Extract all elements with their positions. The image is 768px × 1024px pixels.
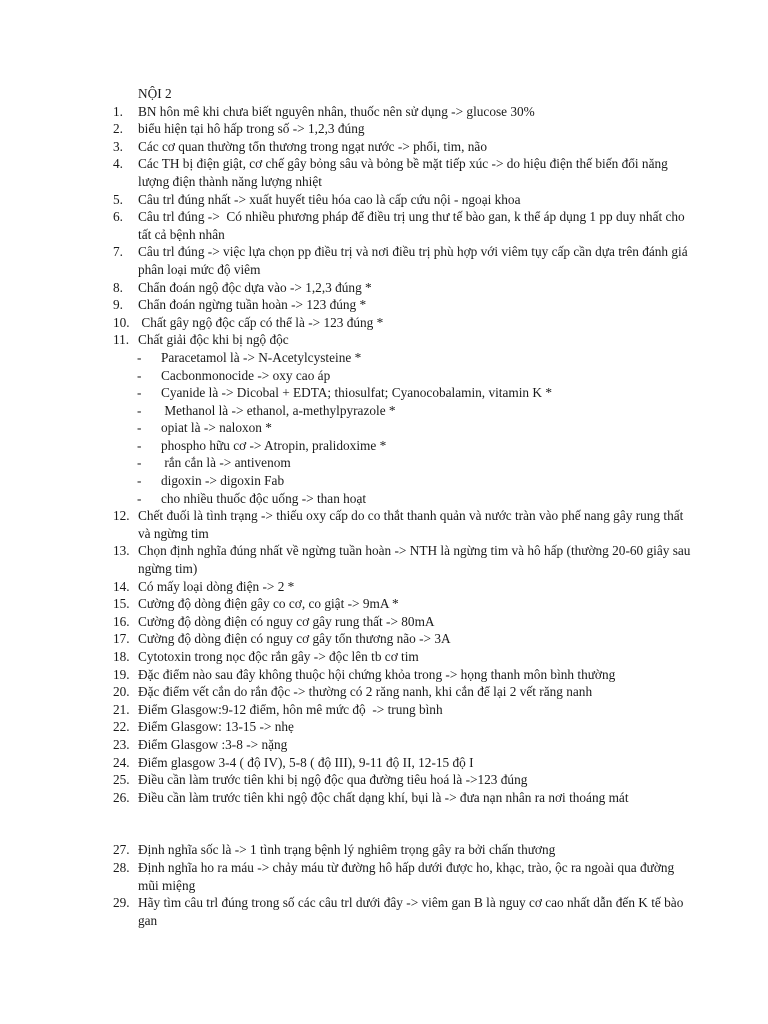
dash-bullet: - [137,490,142,506]
item-text: Chẩn đoán ngừng tuần hoàn -> 123 đúng * [138,297,367,313]
sub-list-item [113,402,693,420]
sub-item-text: Cacbonmonocide -> oxy cao áp [161,367,331,383]
sub-list-item [113,384,693,402]
item-number: 22. [113,719,130,735]
sub-item-text: Paracetamol là -> N-Acetylcysteine * [161,349,362,365]
dash-bullet: - [137,402,142,418]
item-number: 8. [113,279,123,295]
list-item [113,754,693,772]
item-text: Chất gây ngộ độc cấp có thể là -> 123 đúng * [138,314,384,330]
sub-item-text: digoxin -> digoxin Fab [161,473,285,489]
list-item [113,120,693,138]
item-text: Cường độ dòng điện gây co cơ, co giật -> 9mA * [138,596,399,612]
list-item [113,507,693,542]
list-item [113,613,693,631]
item-number: 9. [113,297,123,313]
sub-list-item [113,472,693,490]
item-number: 20. [113,684,130,700]
item-text: Có mấy loại dòng điện -> 2 * [138,578,295,594]
list-item [113,191,693,209]
sub-list-item [113,367,693,385]
item-text: biểu hiện tại hô hấp trong số -> 1,2,3 đúng [138,121,365,137]
item-number: 29. [113,895,130,911]
section-gap [113,806,693,841]
list-item [113,648,693,666]
sub-list-item [113,437,693,455]
item-text: Chẩn đoán ngộ độc dựa vào -> 1,2,3 đúng * [138,279,372,295]
list-item [113,841,693,859]
list-item [113,138,693,156]
list-item [113,789,693,807]
item-number: 12. [113,508,130,524]
dash-bullet: - [137,349,142,365]
sub-item-text: Methanol là -> ethanol, a-methylpyrazole * [161,402,396,418]
page-title: NỘI 2 [138,86,172,101]
list-item [113,894,693,929]
item-text: Điều cần làm trước tiên khi ngộ độc chất dạng khí, bụi là -> đưa nạn nhân ra nơi thoáng mát [138,789,629,805]
list-item [113,103,693,121]
question-list-part-1 [113,103,693,349]
item-text: Điểm glasgow 3-4 ( độ IV), 5-8 ( độ III), 9-11 độ II, 12-15 độ I [138,754,474,770]
item-text: Cytotoxin trong nọc độc rắn gây -> độc lên tb cơ tim [138,649,419,664]
antidote-sublist [113,349,693,507]
item-number: 26. [113,789,130,805]
item-number: 13. [113,543,130,559]
dash-bullet: - [137,455,142,471]
item-text: Định nghĩa ho ra máu -> chảy máu từ đường hô hấp dưới được ho, khạc, trào, ộc ra ngoài qua đường mũi miệng [138,859,678,893]
dash-bullet: - [137,420,142,436]
item-number: 21. [113,701,130,717]
item-text: Các cơ quan thường tổn thương trong ngạt nước -> phổi, tim, não [138,138,487,154]
item-text: BN hôn mê khi chưa biết nguyên nhân, thuốc nên sử dụng -> glucose 30% [138,103,535,119]
list-item [113,701,693,719]
item-text: Chết đuối là tình trạng -> thiếu oxy cấp do co thắt thanh quản và nước tràn vào phế nang gây rung thất và ngừng tim [138,508,687,541]
list-item [113,630,693,648]
item-text: Cường độ dòng điện có nguy cơ gây tổn thương não -> 3A [138,631,451,647]
list-item [113,683,693,701]
item-number: 3. [113,138,123,154]
dash-bullet: - [137,473,142,489]
item-number: 2. [113,121,123,137]
list-item [113,595,693,613]
item-number: 17. [113,631,130,647]
item-number: 16. [113,613,130,629]
item-text: Điều cần làm trước tiên khi bị ngộ độc qua đường tiêu hoá là ->123 đúng [138,772,528,788]
dash-bullet: - [137,385,142,401]
item-number: 28. [113,859,130,875]
list-item [113,279,693,297]
item-number: 24. [113,754,130,770]
sub-item-text: Cyanide là -> Dicobal + EDTA; thiosulfat; Cyanocobalamin, vitamin K * [161,385,552,401]
item-text: Đặc điểm nào sau đây không thuộc hội chứng khỏa trong -> họng thanh môn bình thường [138,666,616,682]
item-number: 18. [113,649,130,664]
item-number: 5. [113,191,123,207]
sub-list-item [113,490,693,508]
item-text: Chất giải độc khi bị ngộ độc [138,332,289,348]
item-text: Chọn định nghĩa đúng nhất về ngừng tuần hoàn -> NTH là ngừng tim và hô hấp (thường 20-60 giây sau ngừng tim) [138,543,694,577]
list-item [113,718,693,736]
list-item [113,155,693,190]
dash-bullet: - [137,437,142,453]
item-text: Các TH bị điện giật, cơ chế gây bỏng sâu và bỏng bề mặt tiếp xúc -> do hiệu điện thế biến đổi năng lượng điện thành năng lượng nhiệt [138,156,672,189]
list-item [113,736,693,754]
item-number: 7. [113,244,123,260]
item-number: 10. [113,314,130,330]
list-item [113,243,693,278]
document-page [113,85,693,929]
list-item [113,208,693,243]
item-number: 19. [113,666,130,682]
list-item [113,314,693,332]
list-item [113,859,693,894]
dash-bullet: - [137,367,142,383]
item-text: Định nghĩa sốc là -> 1 tình trạng bệnh lý nghiêm trọng gây ra bởi chấn thương [138,842,556,858]
item-number: 1. [113,103,123,119]
item-number: 14. [113,578,130,594]
sub-list-item [113,349,693,367]
item-text: Hãy tìm câu trl đúng trong số các câu trl dưới đây -> viêm gan B là nguy cơ cao nhất dẫn đến K tế bào gan [138,895,687,928]
list-item [113,771,693,789]
item-number: 23. [113,736,130,752]
item-text: Điểm Glasgow: 13-15 -> nhẹ [138,719,294,735]
question-list-part-2 [113,507,693,806]
sub-list-item [113,454,693,472]
list-item [113,542,693,577]
item-text: Đặc điểm vết cắn do rắn độc -> thường có 2 răng nanh, khi cắn để lại 2 vết răng nanh [138,684,593,700]
item-number: 6. [113,209,123,225]
question-list-part-3 [113,841,693,929]
item-number: 4. [113,156,123,172]
item-text: Câu trl đúng -> việc lựa chọn pp điều trị và nơi điều trị phù hợp với viêm tụy cấp cần dựa trên đánh giá phân loại mức độ viêm [138,244,691,277]
sub-item-text: opiat là -> naloxon * [161,420,272,436]
list-item [113,578,693,596]
item-text: Điểm Glasgow:9-12 điểm, hôn mê mức độ -> trung bình [138,701,443,717]
list-item [113,331,693,349]
list-item [113,296,693,314]
item-text: Câu trl đúng -> Có nhiều phương pháp để điều trị ung thư tế bào gan, k thể áp dụng 1 pp duy nhất cho tất cả bệnh nhân [138,209,689,242]
sub-item-text: cho nhiều thuốc độc uống -> than hoạt [161,490,367,506]
sub-item-text: phospho hữu cơ -> Atropin, pralidoxime * [161,437,387,453]
item-number: 27. [113,842,130,858]
sub-item-text: rắn cắn là -> antivenom [161,455,291,471]
item-text: Điểm Glasgow :3-8 -> nặng [138,736,288,752]
list-item [113,666,693,684]
sub-list-item [113,419,693,437]
item-number: 11. [113,332,130,348]
item-number: 25. [113,772,130,788]
item-number: 15. [113,596,130,612]
item-text: Câu trl đúng nhất -> xuất huyết tiêu hóa cao là cấp cứu nội - ngoại khoa [138,191,521,207]
item-text: Cường độ dòng điện có nguy cơ gây rung thất -> 80mA [138,613,435,629]
